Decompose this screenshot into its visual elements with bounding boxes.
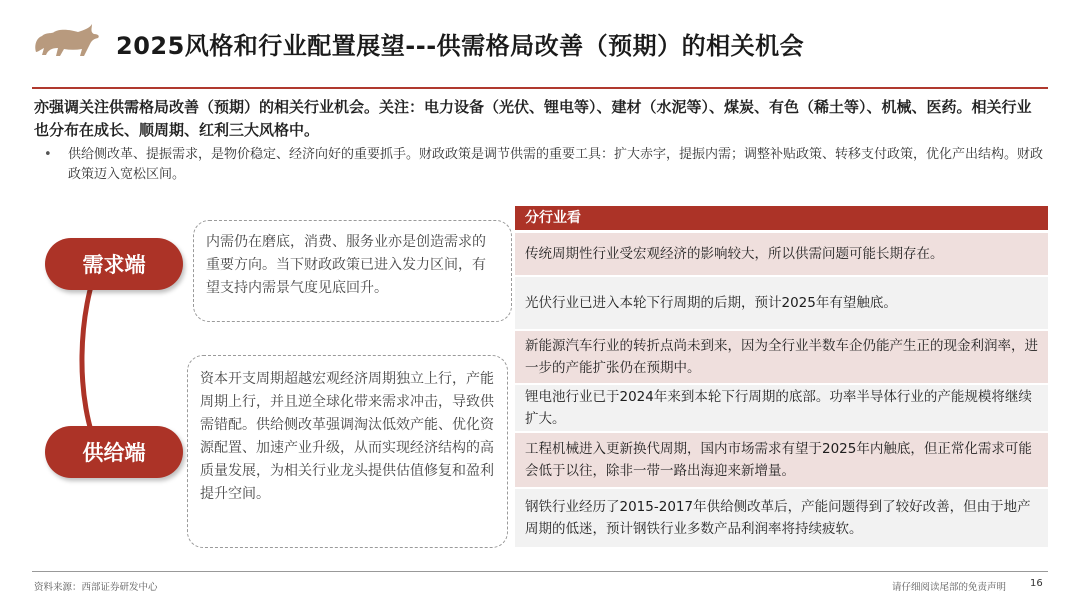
supply-side-description: 资本开支周期超越宏观经济周期独立上行，产能周期上行，并且逆全球化带来需求冲击，导致供需错配。供给侧改革强调淘汰低效产能、优化资源配置、加速产业升级，从而实现经济结构的高质量发展，为相关行业龙头提供估值修复和盈利提升空间。 [187, 355, 508, 548]
industry-row: 锂电池行业已于2024年来到本轮下行周期的底部。功率半导体行业的产能规模将继续扩大。 [515, 385, 1048, 431]
disclaimer-note: 请仔细阅读尾部的免责声明 [892, 582, 1007, 593]
industry-row: 新能源汽车行业的转折点尚未到来，因为全行业半数车企仍能产生正的现金利润率，进一步的产能扩张仍在预期中。 [515, 331, 1048, 383]
industry-table [515, 206, 1048, 537]
intro-paragraph: 亦强调关注供需格局改善（预期）的相关行业机会。关注：电力设备（光伏、锂电等）、建材（水泥等）、煤炭、有色（稀土等）、机械、医药。相关行业也分布在成长、顺周期、红利三大风格中。 [34, 98, 1032, 139]
page-title: 2025风格和行业配置展望---供需格局改善（预期）的相关机会 [116, 32, 805, 60]
title-divider [32, 87, 1048, 89]
bull-logo-icon [32, 22, 102, 62]
supply-side-label: 供给端 [45, 426, 183, 478]
bullet-dot-icon: • [44, 147, 52, 162]
demand-side-description: 内需仍在磨底，消费、服务业亦是创造需求的重要方向。当下财政政策已进入发力区间，有望支持内需景气度见底回升。 [193, 220, 512, 322]
industry-table-header: 分行业看 [515, 206, 1048, 230]
footer-divider [32, 571, 1048, 572]
policy-bullet-text: 供给侧改革、提振需求，是物价稳定、经济向好的重要抓手。财政政策是调节供需的重要工具：扩大赤字，提振内需；调整补贴政策、转移支付政策，优化产出结构。财政政策迈入宽松区间。 [68, 147, 1044, 182]
source-note: 资料来源：西部证券研发中心 [34, 582, 158, 593]
page-number: 16 [1030, 578, 1043, 589]
industry-row: 工程机械进入更新换代周期，国内市场需求有望于2025年内触底，但正常化需求可能会低于以往，除非一带一路出海迎来新增量。 [515, 433, 1048, 487]
demand-side-label: 需求端 [45, 238, 183, 290]
industry-row: 光伏行业已进入本轮下行周期的后期，预计2025年有望触底。 [515, 277, 1048, 329]
industry-row: 钢铁行业经历了2015-2017年供给侧改革后，产能问题得到了较好改善，但由于地产周期的低迷，预计钢铁行业多数产品利润率将持续疲软。 [515, 489, 1048, 547]
industry-row: 传统周期性行业受宏观经济的影响较大，所以供需问题可能长期存在。 [515, 233, 1048, 275]
